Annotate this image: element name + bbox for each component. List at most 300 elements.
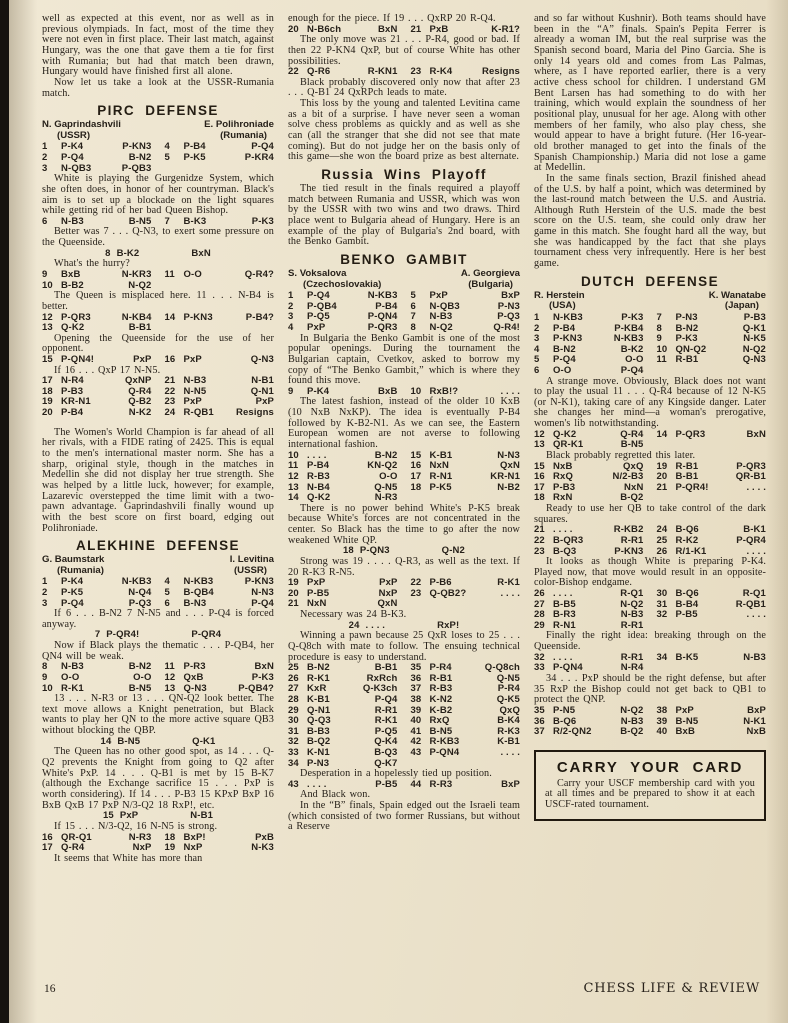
move-row [42, 408, 274, 419]
move-number: 10 [288, 449, 299, 461]
white-move: Q-QB2? [429, 587, 467, 599]
carry-your-card-box [534, 750, 766, 821]
move-number [657, 366, 676, 377]
white-move: . . . . [307, 778, 327, 790]
move-number: 6 [410, 300, 416, 312]
player-black-name: I. Levitina [229, 554, 274, 566]
white-move: Q-N1 [307, 704, 331, 716]
black-move: Resigns [235, 407, 274, 419]
move-number: 8 [410, 321, 416, 333]
players-row [288, 269, 520, 290]
black-move: B-K4 [497, 715, 520, 727]
paragraph: well as expected at this event, nor as well as in previous olympiads. In fact, most of the time they were not even in first place. Their last match, against Hungary, was the one that gave them a tie for first with Rumania; but had that match been drawn, Hungary would have finished first all alone. [42, 13, 274, 78]
paragraph: It seems that White has more than [54, 852, 203, 864]
black-move: P-QR3 [367, 321, 398, 333]
black-move: R-QB1 [735, 598, 766, 610]
black-move: QR-B1 [735, 471, 766, 483]
black-move: Q-K7 [374, 757, 398, 769]
move-number: 12 [42, 311, 53, 323]
move-number: 16 [42, 831, 53, 843]
black-move: P-KN3 [244, 576, 274, 588]
black-move: . . . . [500, 385, 520, 397]
black-move: QxN [500, 460, 520, 472]
paragraph: If 6 . . . B-N2 7 N-N5 and . . . P-Q4 is forced anyway. [42, 608, 274, 630]
black-move: Q-K1 [742, 322, 766, 334]
move-row [288, 323, 520, 334]
paragraph: What's the hurry? [54, 258, 130, 270]
black-move: Q-N5 [496, 672, 520, 684]
black-move: N-Q2 [620, 598, 644, 610]
white-move: P-R3 [183, 661, 206, 673]
move-half [411, 780, 521, 791]
white-move: O-O [183, 269, 202, 280]
move-row [42, 588, 274, 599]
players-row [534, 291, 766, 312]
move-number: 3 [288, 311, 294, 323]
player-black-name: A. Georgieva [460, 268, 520, 279]
black-move: N-R4 [620, 662, 644, 674]
white-move: P-QR4! [106, 629, 140, 641]
black-move: N-R3 [128, 831, 152, 843]
player-white-country: (Rumania) [57, 564, 104, 576]
move-half [165, 270, 275, 281]
white-move: K-B2 [429, 704, 453, 716]
black-move: R-R1 [620, 534, 644, 546]
white-move: Q-R6 [307, 66, 331, 78]
white-move: RxN [553, 492, 573, 504]
white-move: B-N2 [553, 343, 576, 355]
move-row [42, 355, 274, 366]
move-number: 21 [410, 23, 422, 35]
move-half [411, 748, 521, 759]
black-move: N/2-B3 [612, 471, 644, 483]
white-move: P-B4 [183, 141, 206, 153]
move-half [534, 313, 657, 324]
player-black-name: K. Wanatabe [708, 289, 766, 301]
move-half [411, 323, 521, 334]
white-move: P-B5 [675, 609, 698, 621]
black-move: B-B1 [374, 662, 398, 674]
move-number: 1 [288, 290, 294, 302]
white-move: QxB [183, 671, 204, 683]
move-half [534, 536, 657, 547]
white-move: R-QB1 [183, 407, 214, 419]
white-move: KxR [307, 683, 327, 695]
white-move: K-N2 [429, 694, 453, 705]
move-number: 33 [534, 662, 545, 674]
black-move: N-B1 [190, 810, 214, 822]
black-move: N-Q2 [742, 343, 766, 355]
white-move: PxP [675, 704, 694, 716]
move-number: 11 [288, 460, 299, 472]
move-number: 6 [534, 364, 540, 376]
move-number: 36 [410, 672, 422, 684]
move-number: 9 [42, 671, 48, 683]
move-number: 21 [534, 524, 545, 536]
move-half [288, 323, 411, 334]
move-half [657, 430, 767, 441]
move-half [411, 472, 521, 483]
player-black-country: (USSR) [233, 564, 267, 576]
move-half [411, 599, 521, 610]
black-move: R-Q1 [742, 588, 766, 600]
move-number: 23 [534, 545, 545, 557]
white-move: B-K5 [675, 651, 699, 663]
section-heading: PIRC DEFENSE [97, 103, 219, 119]
white-move: BxB [675, 726, 695, 738]
move-number: 43 [288, 778, 299, 790]
move-number: 6 [164, 597, 170, 609]
move-number: 22 [288, 66, 299, 78]
paragraph: White is playing the Gurgenidze System, which she often does, in honor of her countryman. Black's aim is to set up a blockade on the light squares while getting rid of her bad Queen Bishop. [42, 173, 274, 217]
black-move: RxRch [366, 672, 398, 684]
move-row [534, 313, 766, 324]
white-move: P-QN3 [359, 545, 390, 557]
move-number: 10 [42, 279, 53, 291]
paragraph: Black probably discovered only now that after 23 . . . Q-B1 24 QxRPch leads to mate. [288, 76, 520, 99]
move-number: 17 [534, 481, 545, 493]
white-move: B-Q6 [675, 524, 699, 536]
move-number: 40 [656, 726, 668, 738]
white-move: Q-N3 [183, 682, 207, 694]
white-move: . . . . [307, 449, 327, 461]
black-move: B-K2 [620, 343, 644, 355]
move-number: 26 [288, 672, 299, 684]
move-number: 18 [164, 831, 176, 843]
move-row [42, 673, 274, 684]
black-move: P-Q3 [128, 597, 152, 609]
move-number: 24 [656, 524, 668, 536]
black-move: N-KB3 [121, 576, 152, 588]
move-number: 32 [288, 736, 299, 748]
white-move: P-Q4 [61, 152, 84, 164]
move-number: 25 [288, 662, 299, 674]
white-move: PxP [119, 810, 139, 822]
move-number: 14 [164, 311, 176, 323]
black-move: PxB [255, 831, 274, 843]
scan-shadow [9, 0, 37, 1023]
move-number: 37 [410, 683, 422, 695]
move-number: 17 [410, 470, 422, 482]
move-half [411, 695, 521, 706]
move-row [534, 366, 766, 377]
black-move: P-B4 [375, 300, 398, 312]
white-move: R-B1 [675, 460, 699, 472]
player-white-name: S. Voksalova [288, 268, 347, 279]
white-move: Q-R4 [61, 842, 85, 854]
black-move: RxP! [437, 619, 460, 631]
move-number: 19 [164, 842, 176, 854]
black-move: P-KN3 [122, 141, 152, 153]
move-number: 2 [42, 586, 48, 598]
white-move: P-B3 [61, 385, 84, 397]
move-half [288, 472, 411, 483]
right-column [534, 14, 766, 864]
black-move: N-B1 [251, 375, 274, 387]
player-black-country: (Bulgaria) [468, 278, 513, 290]
move-number: 27 [534, 598, 545, 610]
black-move: BxP [501, 290, 520, 302]
move-number: 19 [656, 460, 668, 472]
move-number: 12 [288, 470, 299, 482]
white-move: B-R3 [553, 609, 576, 621]
move-number: 17 [42, 842, 53, 854]
move-number: 39 [410, 704, 422, 716]
black-move: P-Q4 [251, 597, 274, 609]
move-number: 14 [288, 492, 299, 504]
move-number: 31 [656, 598, 668, 610]
move-number: 4 [164, 141, 170, 153]
move-number: 13 [288, 481, 299, 493]
paragraph: 34 . . . PxP should be the right defense, but after 35 RxP the Bishop could not get back to QB1 to protect the QNP. [534, 672, 766, 706]
move-number: 18 [410, 481, 422, 493]
magazine-title: CHESS LIFE & REVIEW [583, 981, 760, 996]
black-move: PxP [255, 396, 274, 408]
white-move: P-B3 [553, 481, 576, 493]
black-move: Q-N3 [250, 354, 274, 365]
white-move: PxP [307, 577, 326, 589]
white-move: RxQ [429, 715, 450, 727]
black-move: N-R3 [374, 492, 398, 504]
white-move: B-Q3 [553, 545, 577, 557]
black-move: PxP [133, 354, 152, 365]
move-half [411, 589, 521, 600]
player-white-name: N. Gaprindashvili [42, 119, 121, 131]
black-move: P-B5 [375, 778, 398, 790]
white-move: R/1-K1 [675, 545, 707, 557]
white-move: P-Q4 [61, 597, 84, 609]
section-heading: DUTCH DEFENSE [581, 273, 719, 289]
move-row [534, 727, 766, 738]
move-number: 38 [656, 704, 668, 716]
black-move: P-Q5 [374, 725, 398, 737]
move-half [288, 695, 411, 706]
move-half [288, 748, 411, 759]
white-move: P-QR4! [675, 481, 709, 493]
white-move: P-QR3 [61, 311, 91, 323]
players-row [42, 120, 274, 141]
move-number: 13 [164, 682, 176, 694]
move-half [657, 706, 767, 717]
black-move: Q-K3ch [362, 683, 398, 695]
black-move: R-R1 [620, 619, 644, 631]
move-number: 35 [534, 704, 545, 716]
black-move: P-Q4 [374, 694, 398, 705]
white-move: N-N5 [183, 385, 207, 397]
black-move: N-K1 [743, 715, 766, 727]
player-black-name: E. Polihroniade [204, 119, 274, 131]
black-move: N-KB3 [367, 290, 398, 302]
black-move: N-Q2 [128, 279, 152, 291]
paragraph: If 16 . . . QxP 17 N-N5. [54, 364, 161, 376]
move-half [657, 536, 767, 547]
black-move: P-K3 [251, 671, 274, 683]
move-number: 12 [164, 671, 176, 683]
black-move: N-KB4 [121, 311, 152, 323]
black-move: Q-N1 [250, 385, 274, 397]
white-move: N-R4 [61, 375, 84, 387]
black-move: . . . . [746, 481, 766, 493]
white-move: QR-K1 [553, 439, 584, 451]
white-move: . . . . [553, 651, 573, 663]
black-move: R-R1 [374, 704, 398, 716]
section-heading: Russia Wins Playoff [321, 167, 487, 183]
move-number: 9 [288, 385, 294, 397]
move-number: 25 [656, 534, 668, 546]
move-number: 16 [534, 471, 545, 483]
black-move: QxNP [125, 375, 152, 387]
black-move: N-K2 [128, 407, 152, 419]
white-move: P-K5 [429, 481, 452, 493]
move-half [657, 483, 767, 494]
move-number: 8 [105, 247, 111, 259]
white-move: P-N3 [307, 757, 330, 769]
move-number: 34 [656, 651, 668, 663]
white-move: P-QN4! [61, 354, 95, 365]
white-move: Q-K2 [553, 428, 577, 440]
black-move: Q-K5 [496, 694, 520, 705]
white-move: B-Q2 [307, 736, 331, 748]
black-move: . . . . [746, 609, 766, 621]
white-move: QR-Q1 [61, 831, 92, 843]
black-move: P-QR4 [736, 534, 766, 546]
white-move: P-B4 [61, 407, 84, 419]
black-move [430, 599, 521, 610]
black-move: P-Q4 [620, 364, 644, 376]
white-move: PxP [307, 321, 326, 333]
move-half [165, 408, 275, 419]
black-move: B-N5 [128, 215, 152, 227]
move-number: 26 [656, 545, 668, 557]
black-move: R-R1 [620, 651, 644, 663]
move-number: 15 [42, 354, 53, 365]
white-move: B-B2 [61, 279, 84, 291]
black-move: B-Q3 [374, 746, 398, 758]
white-move: N-B3 [183, 375, 207, 387]
paragraph: A strange move. Obviously, Black does not want to play the usual 11 . . . Q-R4 because of 12 N-K5 (or N-K1), taking care of any Kingside danger. Later she changes her mind—a woman's prerogative, women's lib notwithstanding. [534, 375, 766, 430]
white-move: PxB [429, 23, 449, 35]
move-half [42, 408, 165, 419]
black-move: B-K1 [743, 524, 766, 536]
white-move: B-N2 [307, 662, 330, 674]
white-move: B-B5 [553, 598, 576, 610]
move-half [165, 588, 275, 599]
paragraph: Winning a pawn because 25 QxR loses to 25 . . . Q-Q8ch with mate to follow. The ensuing technical procedure is easy to understand. [288, 630, 520, 663]
white-move: B-QB4 [183, 586, 214, 598]
black-move: P-QR3 [736, 460, 766, 472]
move-number: 23 [410, 66, 422, 78]
black-move: R-K3 [497, 725, 520, 737]
move-number: 29 [534, 619, 545, 631]
white-move: NxP [183, 842, 203, 854]
move-number: 3 [42, 162, 48, 174]
scan-right-shade [766, 0, 788, 1023]
white-move: KR-N1 [61, 396, 91, 408]
black-move: O-O [625, 354, 644, 366]
move-number: 37 [534, 726, 545, 738]
move-number: 40 [410, 715, 422, 727]
move-number: 5 [164, 152, 170, 164]
move-number: 4 [288, 321, 294, 333]
move-number: 3 [42, 597, 48, 609]
move-number: 15 [534, 460, 545, 472]
move-number: 5 [534, 354, 540, 366]
black-move: P-K3 [621, 311, 644, 323]
black-move: B-Q2 [620, 492, 644, 504]
white-move: PxP [183, 354, 202, 365]
black-move: Resigns [481, 66, 520, 78]
move-number [411, 599, 430, 610]
move-number: 29 [288, 704, 299, 716]
move-number: 20 [288, 23, 299, 35]
white-move: N-QB3 [429, 300, 460, 312]
black-move: PxP [379, 577, 398, 589]
player-white [42, 120, 121, 141]
move-number: 24 [348, 619, 360, 631]
white-move: P-QR3 [675, 428, 706, 440]
black-move: R-K1 [374, 715, 398, 727]
white-move: P-QN4 [553, 662, 583, 674]
white-move: P-K4 [61, 576, 84, 588]
black-move: P-Q4 [251, 141, 274, 153]
black-move: . . . . [746, 545, 766, 557]
paragraph: Desperation in a hopelessly tied up position. [300, 768, 492, 780]
move-number: 41 [410, 725, 422, 737]
black-move: BxP [501, 778, 520, 790]
black-move: . . . . [500, 746, 520, 758]
left-column [42, 14, 274, 864]
move-half [42, 270, 165, 281]
white-move: B-N3 [183, 597, 207, 609]
white-move: P-K3 [675, 333, 698, 345]
white-move: N-Q2 [429, 321, 453, 333]
black-move: B-Q2 [620, 726, 644, 738]
move-number: 14 [100, 735, 112, 747]
move-half [165, 355, 275, 366]
player-white-name: G. Baumstark [42, 554, 105, 566]
move-number: 1 [42, 576, 48, 588]
black-move: P-QR4 [191, 629, 222, 641]
move-half [657, 355, 767, 366]
move-number: 7 [656, 311, 662, 323]
move-number: 8 [656, 322, 662, 334]
move-number: 32 [534, 651, 545, 663]
move-number: 2 [534, 322, 540, 334]
move-number: 18 [534, 492, 545, 504]
section-heading: BENKO GAMBIT [340, 252, 468, 267]
white-move: N-QB3 [61, 162, 92, 174]
black-move: B-N5 [128, 682, 152, 694]
box-text: Carry your USCF membership card with you at all times and be prepared to show it at each USCF-rated tournament. [545, 777, 755, 810]
white-move: . . . . [553, 588, 573, 600]
paragraph: enough for the piece. If 19 . . . QxRP 20 R-Q4. [288, 13, 496, 24]
black-move: R-KN1 [367, 66, 398, 78]
move-number: 34 [288, 757, 299, 769]
move-number: 31 [288, 725, 299, 737]
move-number: 22 [164, 385, 176, 397]
move-row [42, 270, 274, 281]
white-move: R-K1 [307, 672, 330, 684]
white-move: N-B3 [429, 311, 453, 323]
black-move: . . . . [500, 587, 520, 599]
move-number: 23 [164, 396, 176, 408]
black-move: P-R4 [497, 683, 520, 695]
paragraph: Strong was 19 . . . . Q-R3, as well as the text. If 20 R-K3 R-N5. [288, 555, 520, 578]
move-number: 18 [42, 385, 53, 397]
black-move: QxQ [622, 460, 644, 472]
white-move: R-K4 [429, 66, 453, 78]
black-move: Q-R4 [128, 385, 152, 397]
